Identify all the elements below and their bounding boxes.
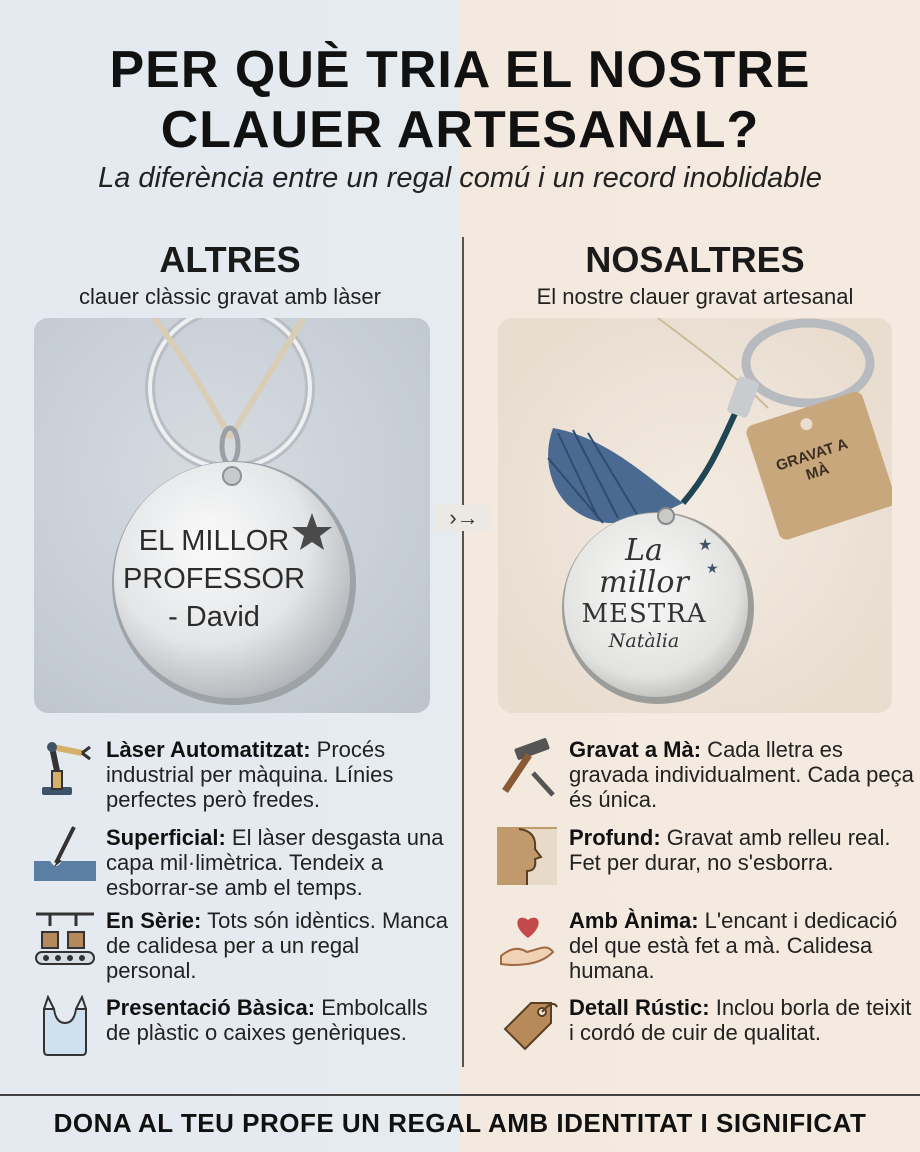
feature-title: Làser Automatitzat: (106, 737, 311, 762)
laser-tag-engraving (104, 522, 324, 636)
right-subheading: El nostre clauer gravat artesanal (536, 284, 854, 309)
feature-rustic-detail (497, 995, 917, 1057)
feature-text: Gravat amb relleu real. Fet per durar, no s'esborra. (569, 825, 891, 875)
laser-tag-line-1: EL MILLOR (138, 525, 290, 557)
feature-title: Presentació Bàsica: (106, 995, 316, 1020)
engraving-tool-icon (34, 825, 96, 887)
feature-title: Amb Ànima: (569, 908, 699, 933)
feature-title: Detall Rústic: (569, 995, 710, 1020)
feature-text: Embolcalls de plàstic o caixes genèriques. (106, 995, 428, 1045)
feature-text: L'encant i dedicació del que està fet a mà. Calidesa humana. (569, 908, 898, 983)
right-heading: NOSALTRES (585, 239, 805, 280)
kraft-tag-icon (497, 995, 559, 1057)
feature-title: Superficial: (106, 825, 226, 850)
feature-text: Cada lletra es gravada individualment. Cada peça és única. (569, 737, 914, 812)
handmade-tag-line-3: MESTRA (581, 599, 707, 629)
left-heading: ALTRES (159, 239, 301, 280)
handmade-keychain-photo (498, 318, 892, 713)
laser-tag-line-2: PROFESSOR (122, 563, 306, 595)
left-subheading: clauer clàssic gravat amb làser (78, 284, 381, 309)
svg-text:★: ★ (698, 537, 713, 554)
handmade-tag-line-4: Natàlia (608, 630, 680, 652)
laser-keychain-photo (34, 318, 430, 713)
conveyor-belt-icon (34, 908, 96, 970)
feature-text: Tots són idèntics. Manca de calidesa per a un regal personal. (106, 908, 448, 983)
left-column-header (10, 240, 450, 310)
feature-title: Profund: (569, 825, 661, 850)
feature-basic-presentation (34, 995, 454, 1057)
footer-slogan: DONA AL TEU PROFE UN REGAL AMB IDENTITAT I SIGNIFICAT (53, 1108, 867, 1138)
arrow-icon: ›→ (436, 505, 492, 531)
handmade-tag-line-2: millor (599, 565, 689, 600)
feature-laser-automated (34, 737, 454, 812)
feature-deep (497, 825, 917, 887)
handmade-tag-line-1: La (625, 533, 663, 568)
page-title (0, 40, 920, 160)
feature-hand-engraved (497, 737, 917, 812)
feature-superficial (34, 825, 454, 900)
right-column-header (475, 240, 915, 310)
feature-title: En Sèrie: (106, 908, 202, 933)
title-line-2: CLAUER ARTESANAL? (160, 101, 760, 159)
kraft-tag-label: GRAVAT A MÀ (774, 435, 851, 484)
footer-divider (0, 1094, 920, 1096)
feature-text: Procés industrial per màquina. Línies perfectes però fredes. (106, 737, 394, 812)
laser-tag-line-3: - David (168, 601, 260, 633)
feature-title: Gravat a Mà: (569, 737, 702, 762)
robot-arm-icon (34, 737, 96, 799)
feature-text: El làser desgasta una capa mil·limètrica. Tendeix a esborrar-se amb el temps. (106, 825, 444, 900)
plastic-bag-icon (34, 995, 96, 1057)
svg-text:★: ★ (706, 560, 719, 576)
hammer-icon (497, 737, 559, 799)
handmade-tag-engraving (554, 535, 734, 653)
heart-hand-icon (497, 908, 559, 970)
column-divider (462, 237, 464, 1067)
feature-series (34, 908, 454, 983)
feature-soul (497, 908, 917, 983)
feature-text: Inclou borla de teixit i cordó de cuir de qualitat. (569, 995, 912, 1045)
title-line-1: PER QUÈ TRIA EL NOSTRE (109, 41, 811, 99)
profile-relief-icon (497, 825, 559, 887)
page-subtitle: La diferència entre un regal comú i un record inoblidable (98, 162, 822, 194)
